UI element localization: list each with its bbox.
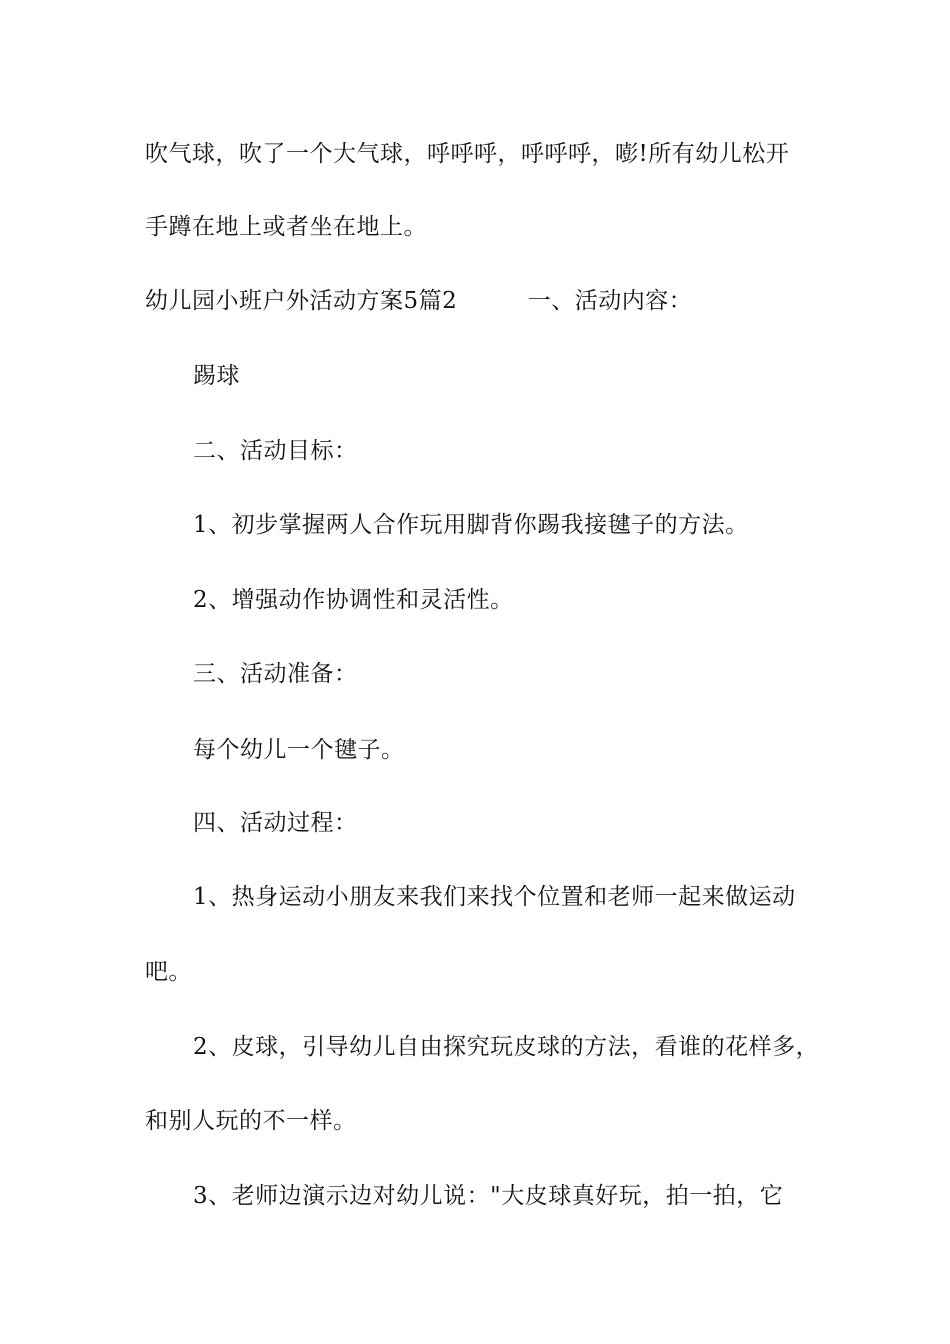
heading-prep: 三、活动准备： — [193, 661, 358, 687]
paragraph-line-2: 手蹲在地上或者坐在地上。 — [145, 214, 427, 240]
process-item-3: 3、老师边演示边对幼儿说："大皮球真好玩，拍一拍，它 — [193, 1183, 784, 1209]
goal-item-1: 1、初步掌握两人合作玩用脚背你踢我接毽子的方法。 — [193, 512, 749, 538]
process-item-1-cont: 吧。 — [145, 959, 192, 985]
section-heading: 幼儿园小班户外活动方案5篇2 一、活动内容： — [145, 288, 693, 314]
goal-item-2: 2、增强动作协调性和灵活性。 — [193, 587, 514, 613]
process-item-2-cont: 和别人玩的不一样。 — [145, 1108, 357, 1134]
prep-item: 每个幼儿一个毽子。 — [193, 737, 405, 763]
heading-process: 四、活动过程： — [193, 810, 358, 836]
paragraph-line-1: 吹气球，吹了一个大气球，呼呼呼，呼呼呼，嘭!所有幼儿松开 — [145, 141, 790, 167]
process-item-1: 1、热身运动小朋友来我们来找个位置和老师一起来做运动 — [193, 884, 796, 910]
activity-content: 踢球 — [193, 363, 240, 389]
process-item-2: 2、皮球，引导幼儿自由探究玩皮球的方法，看谁的花样多， — [193, 1034, 820, 1060]
heading-goals: 二、活动目标： — [193, 438, 358, 464]
